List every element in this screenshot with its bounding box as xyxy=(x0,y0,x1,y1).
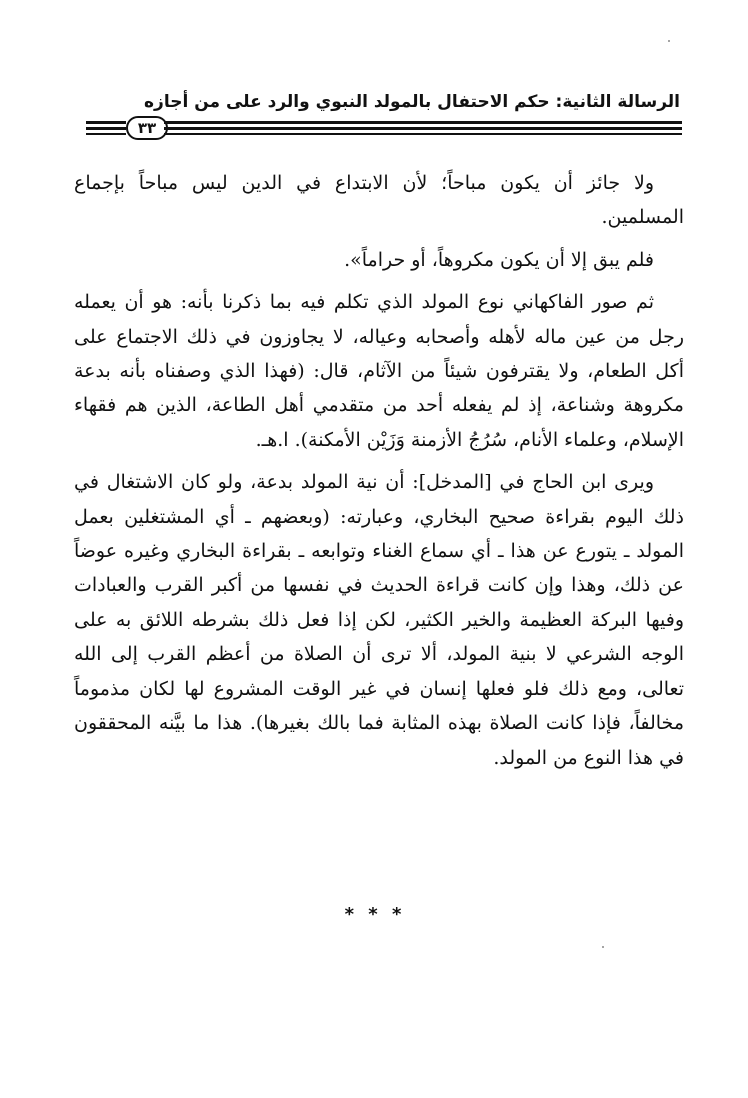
paragraph: ويرى ابن الحاج في [المدخل]: أن نية المولد بدعة، ولو كان الاشتغال في ذلك اليوم بقراءة صحيح البخاري، وعبارته: (وبعضهم ـ أي المشتغلين بعمل المولد ـ يتورع عن هذا ـ أي سماع الغناء وتوابعه ـ بقراءة البخاري وغيره عوضاً عن ذلك، وهذا وإن كانت قراءة الحديث في نفسها من أكبر القرب والعبادات وفيها البركة العظيمة والخير الكثير، لكن إذا فعل ذلك بشرطه اللائق به على الوجه الشرعي لا بنية المولد، ألا ترى أن الصلاة من أعظم القرب إلى الله تعالى، ومع ذلك فلو فعلها إنسان في غير الوقت المشروع لها لكان مذموماً مخالفاً، فإذا كانت الصلاة بهذه المثابة فما بالك بغيرها). هذا ما بيَّنه المحققون في هذا النوع من المولد. xyxy=(74,471,684,769)
running-header-title: الرسالة الثانية: حكم الاحتفال بالمولد النبوي والرد على من أجازه xyxy=(144,92,680,112)
page-body xyxy=(74,166,684,775)
rule-line xyxy=(86,133,126,135)
scan-speck xyxy=(668,40,670,42)
header-rule xyxy=(86,118,682,138)
rule-line xyxy=(86,121,126,124)
paragraph: فلم يبق إلا أن يكون مكروهاً، أو حراماً». xyxy=(344,248,654,271)
rule-line xyxy=(164,133,682,135)
rule-line xyxy=(164,121,682,124)
rule-line xyxy=(86,127,126,130)
scan-speck xyxy=(602,946,604,948)
page-number: ٣٣ xyxy=(126,116,168,140)
paragraph: ثم صور الفاكهاني نوع المولد الذي تكلم فيه بما ذكرنا بأنه: هو أن يعمله رجل من عين ماله لأهله وأصحابه وعياله، لا يجاوزون في ذلك الاجتماع على أكل الطعام، ولا يقترفون شيئاً من الآثام، قال: (فهذا الذي وصفناه بأنه بدعة مكروهة وشناعة، إذ لم يفعله أحد من متقدمي أهل الطاعة، الذين هم فقهاء الإسلام، وعلماء الأنام، سُرُجُ الأزمنة وَزَيْن الأمكنة). ا.هـ. xyxy=(74,291,684,451)
rule-line xyxy=(164,127,682,130)
section-separator: * * * xyxy=(344,904,406,925)
paragraph: ولا جائز أن يكون مباحاً؛ لأن الابتداع في الدين ليس مباحاً بإجماع المسلمين. xyxy=(74,172,684,229)
